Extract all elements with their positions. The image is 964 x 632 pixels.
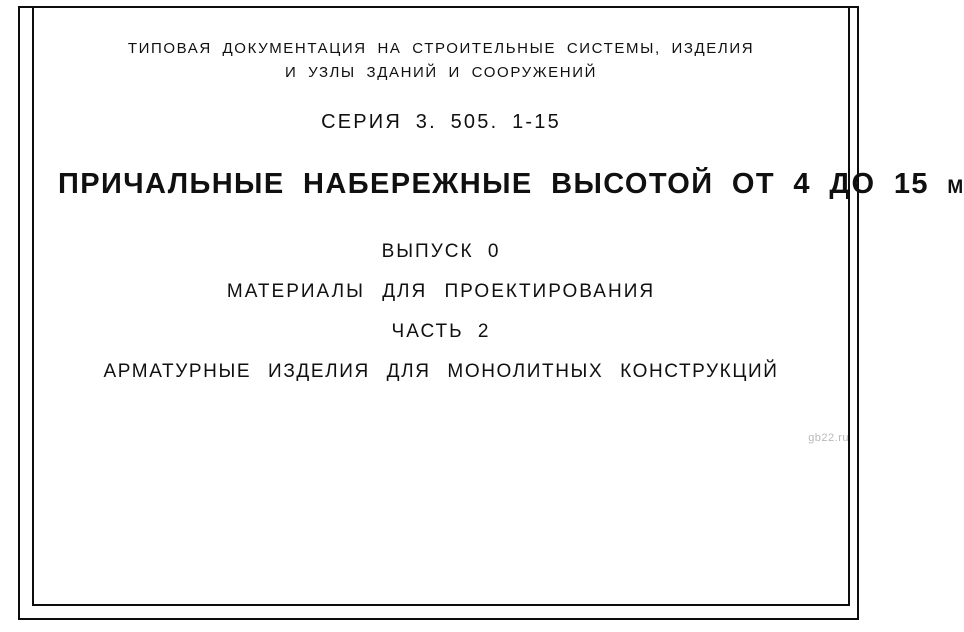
materials-label: МАТЕРИАЛЫ ДЛЯ ПРОЕКТИРОВАНИЯ bbox=[226, 281, 656, 302]
header-line-1: ТИПОВАЯ ДОКУМЕНТАЦИЯ НА СТРОИТЕЛЬНЫЕ СИСТЕМЫ, ИЗДЕЛИЯ bbox=[127, 40, 755, 57]
document-title-unit: М bbox=[947, 177, 964, 198]
issue-label: ВЫПУСК 0 bbox=[381, 241, 501, 262]
document-title-text: ПРИЧАЛЬНЫЕ НАБЕРЕЖНЫЕ ВЫСОТОЙ ОТ 4 ДО 15 bbox=[58, 168, 929, 200]
series-number: СЕРИЯ 3. 505. 1-15 bbox=[321, 111, 561, 133]
document-title bbox=[58, 168, 964, 201]
header-line-2: И УЗЛЫ ЗДАНИЙ И СООРУЖЕНИЙ bbox=[285, 64, 597, 81]
part-label: ЧАСТЬ 2 bbox=[391, 321, 491, 342]
title-page-content bbox=[32, 6, 964, 606]
watermark-text: gb22.ru bbox=[808, 432, 849, 444]
subject-label: АРМАТУРНЫЕ ИЗДЕЛИЯ ДЛЯ МОНОЛИТНЫХ КОНСТРУКЦИЙ bbox=[103, 361, 779, 382]
